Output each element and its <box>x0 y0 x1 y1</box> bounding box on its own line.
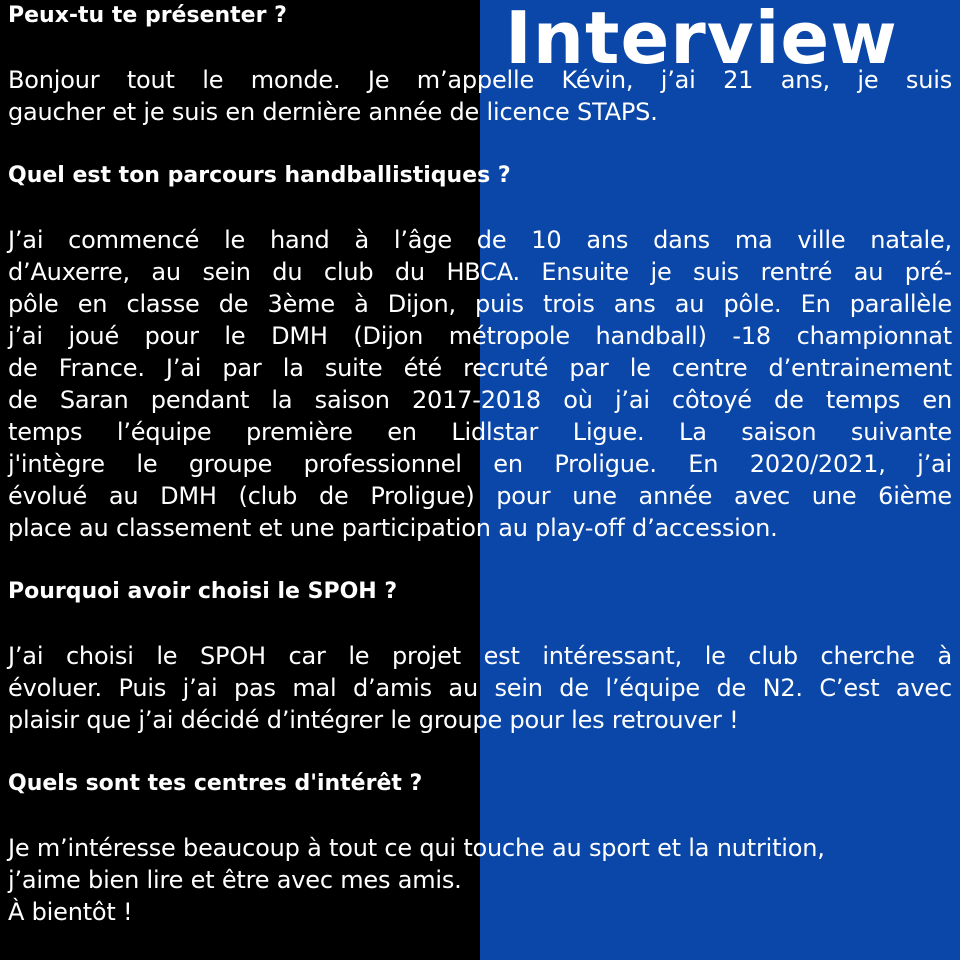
answer-line: de France. J’ai par la suite été recruté par le centre d’entrainement <box>8 354 952 382</box>
answer-line: place au classement et une participation au play-off d’accession. <box>8 514 778 542</box>
answer-line: de Saran pendant la saison 2017-2018 où j’ai côtoyé de temps en <box>8 386 952 414</box>
answer-line: pôle en classe de 3ème à Dijon, puis trois ans au pôle. En parallèle <box>8 290 952 318</box>
interview-section <box>8 576 952 736</box>
question-heading: Peux-tu te présenter ? <box>8 3 287 28</box>
answer-line: À bientôt ! <box>8 898 133 926</box>
answer-line: gaucher et je suis en dernière année de licence STAPS. <box>8 98 658 126</box>
answer-paragraph <box>8 832 952 928</box>
question-heading: Quels sont tes centres d'intérêt ? <box>8 771 423 796</box>
question-heading: Pourquoi avoir choisi le SPOH ? <box>8 579 398 604</box>
answer-line: j’aime bien lire et être avec mes amis. <box>8 866 462 894</box>
spacer <box>8 128 952 160</box>
interview-section <box>8 160 952 544</box>
spacer <box>8 736 952 768</box>
page-title: Interview <box>505 0 898 80</box>
answer-line: Bonjour tout le monde. Je m’appelle Kévin, j’ai 21 ans, je suis <box>8 66 952 94</box>
spacer <box>8 192 952 224</box>
answer-line: évolué au DMH (club de Proligue) pour une année avec une 6ième <box>8 482 952 510</box>
answer-line: temps l’équipe première en Lidlstar Ligue. La saison suivante <box>8 418 952 446</box>
answer-paragraph <box>8 640 952 736</box>
answer-line: d’Auxerre, au sein du club du HBCA. Ensuite je suis rentré au pré- <box>8 258 952 286</box>
answer-line: J’ai commencé le hand à l’âge de 10 ans dans ma ville natale, <box>8 226 952 254</box>
answer-line: j'intègre le groupe professionnel en Proligue. En 2020/2021, j’ai <box>8 450 952 478</box>
answer-paragraph <box>8 224 952 544</box>
spacer <box>8 32 952 64</box>
interview-section <box>8 0 952 128</box>
answer-line: J’ai choisi le SPOH car le projet est intéressant, le club cherche à <box>8 642 952 670</box>
answer-line: évoluer. Puis j’ai pas mal d’amis au sein de l’équipe de N2. C’est avec <box>8 674 952 702</box>
spacer <box>8 544 952 576</box>
answer-line: j’ai joué pour le DMH (Dijon métropole handball) -18 championnat <box>8 322 952 350</box>
spacer <box>8 608 952 640</box>
answer-line: plaisir que j’ai décidé d’intégrer le groupe pour les retrouver ! <box>8 706 739 734</box>
answer-line: Je m’intéresse beaucoup à tout ce qui touche au sport et la nutrition, <box>8 834 825 862</box>
question-heading: Quel est ton parcours handballistiques ? <box>8 163 511 188</box>
interview-section <box>8 768 952 928</box>
interview-content <box>8 0 952 928</box>
spacer <box>8 800 952 832</box>
answer-paragraph <box>8 64 952 128</box>
